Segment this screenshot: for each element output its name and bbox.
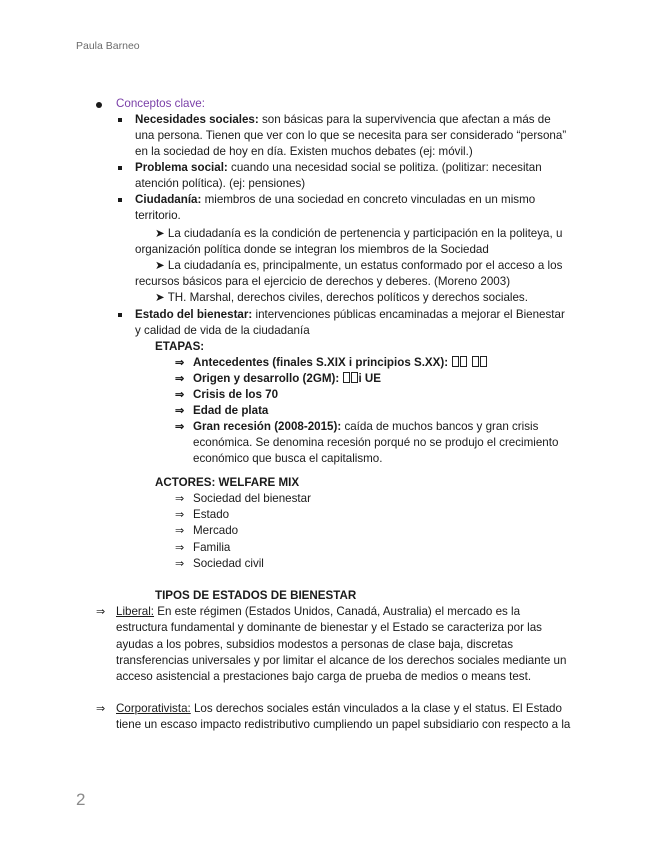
concept-necesidades-line-3: en la sociedad de hoy en día. Existen muchos debates (ej: móvil.)	[135, 145, 473, 158]
concept-necesidades-line-1	[135, 112, 551, 128]
double-arrow-icon: ⇒	[175, 405, 185, 417]
etapa-item	[193, 371, 381, 387]
arrow-icon: ⇒	[96, 606, 106, 618]
etapa-item: Edad de plata	[193, 404, 269, 417]
arrow-icon: ⇒	[175, 558, 185, 570]
square-bullet	[118, 118, 122, 122]
tipo-liberal-line-1	[116, 604, 520, 620]
etapa-item: Crisis de los 70	[193, 388, 279, 401]
arrow-icon: ⇒	[175, 509, 185, 521]
ciudadania-sub-1-cont: organización política donde se integran los miembros de la Sociedad	[135, 243, 489, 256]
concept-problema-line-2: atención política). (ej: pensiones)	[135, 177, 306, 190]
concept-necesidades-line-2: una persona. Tienen que ver con lo que se necesita para ser considerado “persona”	[135, 129, 567, 142]
etapa-item	[193, 419, 538, 435]
tipo-text: En este régimen (Estados Unidos, Canadá, Australia) el mercado es la	[154, 605, 521, 618]
page-number: 2	[76, 790, 86, 809]
concept-estado-line-1	[135, 307, 565, 323]
tipos-heading: TIPOS DE ESTADOS DE BIENESTAR	[155, 589, 357, 602]
double-arrow-icon: ⇒	[175, 389, 185, 401]
tipo-corporativista-line-1	[116, 701, 562, 717]
arrow-icon: ⇒	[175, 542, 185, 554]
missing-glyph-icon	[480, 356, 487, 367]
concept-ciudadania-line-1	[135, 192, 535, 208]
ciudadania-sub-2-cont: recursos básicos para el ejercicio de derechos y deberes. (Moreno 2003)	[135, 275, 511, 288]
square-bullet	[118, 166, 122, 170]
page-header-author: Paula Barneo	[76, 40, 140, 52]
actor-item: Familia	[193, 541, 231, 554]
section-title-conceptos: Conceptos clave:	[116, 97, 205, 110]
concept-ciudadania-line-2: territorio.	[135, 209, 181, 222]
actor-item: Estado	[193, 508, 230, 521]
double-arrow-icon: ⇒	[175, 357, 185, 369]
tipo-liberal-line-3: ayudas a los pobres, subsidios modestos a personas de clase baja, discretas	[116, 638, 513, 651]
double-arrow-icon: ⇒	[175, 421, 185, 433]
square-bullet	[118, 198, 122, 202]
tipo-corporativista-line-2: tiene un escaso impacto redistributivo cumpliendo un papel subsidiario con respecto a la	[116, 718, 571, 731]
missing-glyph-icon	[452, 356, 459, 367]
missing-glyph-icon	[343, 372, 350, 383]
missing-glyph-icon	[472, 356, 479, 367]
concept-term: Problema social:	[135, 161, 228, 174]
concept-term: Estado del bienestar:	[135, 308, 253, 321]
concept-text: miembros de una sociedad en concreto vinculadas en un mismo	[201, 193, 536, 206]
etapa-text-cont: económico que busca el capitalismo.	[193, 452, 383, 465]
arrow-icon: ⇒	[175, 525, 185, 537]
arrow-icon: ⇒	[175, 493, 185, 505]
etapas-heading: ETAPAS:	[155, 340, 205, 353]
concept-estado-line-2: y calidad de vida de la ciudadanía	[135, 324, 310, 337]
tipo-liberal-line-2: estructura fundamental y dominante de bienestar y el Estado se caracteriza por las	[116, 621, 542, 634]
etapa-suffix: i UE	[358, 372, 382, 385]
concept-term: Ciudadanía:	[135, 193, 202, 206]
ciudadania-sub-3: ➤ TH. Marshal, derechos civiles, derechos políticos y derechos sociales.	[155, 291, 528, 304]
missing-glyph-icon	[460, 356, 467, 367]
tipo-label: Liberal:	[116, 605, 155, 618]
concept-text: son básicas para la supervivencia que afectan a más de	[258, 113, 551, 126]
concept-problema-line-1	[135, 160, 542, 176]
etapa-item	[193, 355, 487, 371]
arrow-icon: ⇒	[96, 703, 106, 715]
tipo-text: Los derechos sociales están vinculados a la clase y el status. El Estado	[190, 702, 562, 715]
ciudadania-sub-1: ➤ La ciudadanía es la condición de pertenencia y participación en la politeya, u	[155, 227, 563, 240]
etapa-term: Antecedentes (finales S.XIX i principios S.XX):	[193, 356, 449, 369]
actor-item: Mercado	[193, 524, 239, 537]
ciudadania-sub-2: ➤ La ciudadanía es, principalmente, un estatus conformado por el acceso a los	[155, 259, 563, 272]
concept-text: cuando una necesidad social se politiza. (politizar: necesitan	[227, 161, 542, 174]
actor-item: Sociedad civil	[193, 557, 264, 570]
tipo-liberal-line-4: transferencias universales y por limitar el alcance de los derechos sociales mediante un	[116, 654, 567, 667]
double-arrow-icon: ⇒	[175, 373, 185, 385]
actor-item: Sociedad del bienestar	[193, 492, 311, 505]
etapa-term: Origen y desarrollo (2GM):	[193, 372, 340, 385]
etapa-text-cont: económica. Se denomina recesión porqué no se produjo el crecimiento	[193, 436, 559, 449]
square-bullet	[118, 313, 122, 317]
bullet-dot	[96, 102, 102, 108]
tipo-liberal-line-5: acceso asistencial a prestaciones bajo carga de prueba de medios o means test.	[116, 670, 532, 683]
concept-text: intervenciones públicas encaminadas a mejorar el Bienestar	[252, 308, 565, 321]
concept-term: Necesidades sociales:	[135, 113, 259, 126]
etapa-text: caída de muchos bancos y gran crisis	[341, 420, 539, 433]
etapa-term: Gran recesión (2008-2015):	[193, 420, 342, 433]
tipo-label: Corporativista:	[116, 702, 191, 715]
actores-heading: ACTORES: WELFARE MIX	[155, 476, 300, 489]
